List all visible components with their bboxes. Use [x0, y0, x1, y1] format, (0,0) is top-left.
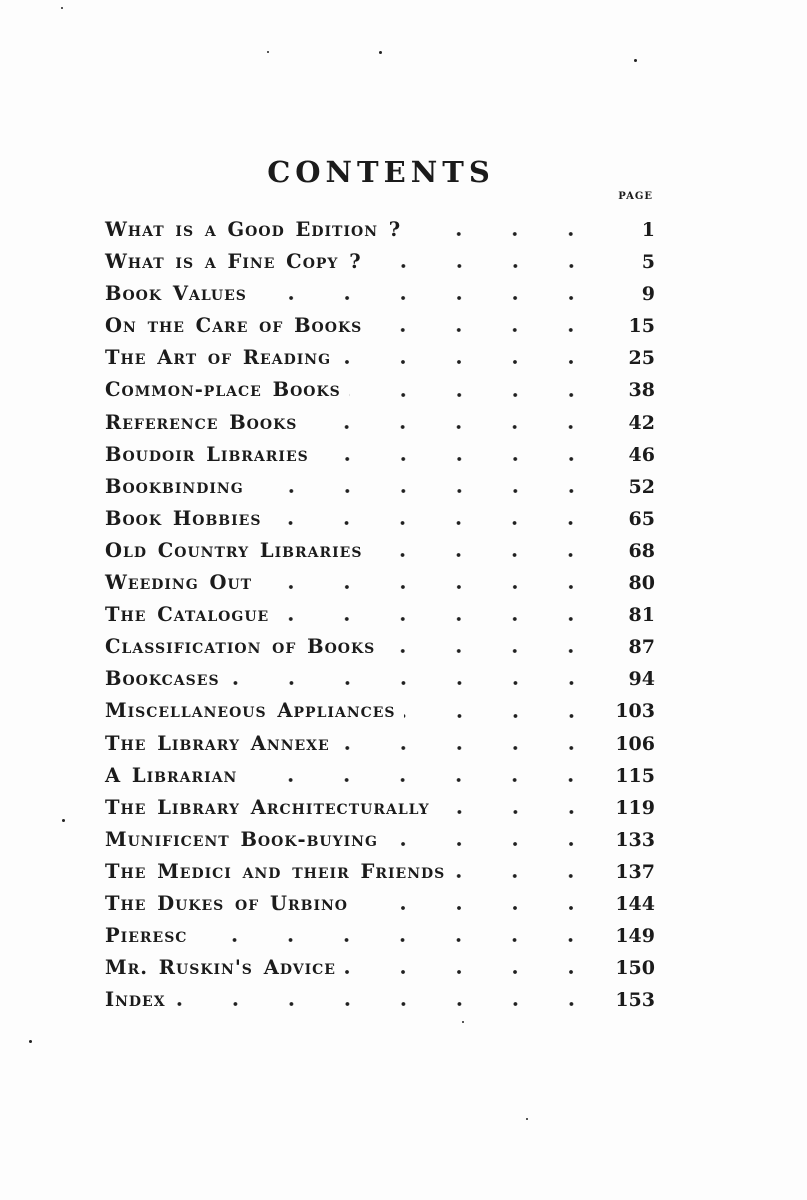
toc-entry-title: Reference Books	[105, 410, 298, 434]
toc-row	[105, 888, 657, 920]
toc-entry-title: A Librarian	[105, 763, 238, 787]
toc-entry-title: Index	[105, 988, 166, 1012]
toc-row	[105, 567, 657, 599]
dot-leader	[438, 792, 603, 824]
contents-block	[105, 152, 657, 1016]
toc-entry-title: What is a Fine Copy ?	[105, 250, 362, 274]
toc-entry-title: Miscellaneous Appliances	[105, 699, 396, 723]
toc-page-number: 103	[615, 700, 655, 723]
dot-leader	[339, 342, 603, 374]
scan-speck	[526, 1118, 528, 1120]
dot-leader	[305, 407, 603, 439]
scan-speck	[462, 1021, 464, 1023]
dot-leader	[404, 695, 603, 727]
toc-page-number: 25	[628, 347, 655, 370]
scan-speck	[267, 51, 269, 53]
toc-row	[105, 663, 657, 695]
toc-row	[105, 439, 657, 471]
toc-row	[105, 824, 657, 856]
toc-list	[105, 214, 657, 1016]
toc-row	[105, 214, 657, 246]
toc-row	[105, 278, 657, 310]
toc-row	[105, 342, 657, 374]
toc-page-number: 38	[628, 379, 655, 402]
toc-entry-title: Weeding Out	[105, 571, 253, 595]
toc-row	[105, 599, 657, 631]
page-column-label: PAGE	[618, 191, 653, 202]
dot-leader	[370, 310, 603, 342]
dot-leader	[383, 631, 603, 663]
toc-page-number: 65	[628, 507, 655, 530]
dot-leader	[252, 471, 603, 503]
scan-speck	[634, 59, 637, 62]
toc-entry-title: The Medici and their Friends	[105, 859, 446, 883]
dot-leader	[370, 246, 603, 278]
dot-leader	[356, 888, 603, 920]
dot-leader	[453, 856, 603, 888]
dot-leader	[349, 374, 603, 406]
toc-page-number: 144	[615, 892, 655, 915]
toc-page-number: 5	[641, 251, 655, 274]
toc-row	[105, 631, 657, 663]
toc-entry-title: Boudoir Libraries	[105, 442, 309, 466]
toc-page-number: 87	[628, 636, 655, 659]
toc-page-number: 81	[628, 604, 655, 627]
toc-entry-title: The Library Architecturally	[105, 795, 430, 819]
toc-entry-title: Bookcases	[105, 667, 220, 691]
toc-row	[105, 984, 657, 1016]
toc-entry-title: Classification of Books	[105, 635, 376, 659]
toc-row	[105, 952, 657, 984]
toc-entry-title: Old Country Libraries	[105, 538, 363, 562]
toc-row	[105, 856, 657, 888]
toc-entry-title: What is a Good Edition ?	[105, 218, 402, 241]
toc-page-number: 46	[628, 443, 655, 466]
toc-page-number: 94	[628, 668, 655, 691]
toc-row	[105, 407, 657, 439]
toc-row	[105, 695, 657, 727]
toc-page-number: 80	[628, 572, 655, 595]
dot-leader	[174, 984, 603, 1016]
toc-entry-title: The Dukes of Urbino	[105, 891, 348, 915]
toc-entry-title: The Art of Reading	[105, 346, 332, 370]
toc-row	[105, 503, 657, 535]
toc-row	[105, 374, 657, 406]
toc-row	[105, 920, 657, 952]
toc-entry-title: Book Values	[105, 282, 247, 306]
toc-page-number: 133	[615, 828, 655, 851]
dot-leader	[317, 439, 603, 471]
toc-entry-title: Munificent Book-buying	[105, 827, 378, 851]
toc-entry-title: The Library Annexe	[105, 731, 330, 755]
dot-leader	[228, 663, 603, 695]
toc-row	[105, 310, 657, 342]
toc-page-number: 42	[628, 411, 655, 434]
dot-leader	[260, 567, 603, 599]
toc-page-number: 153	[615, 989, 655, 1012]
toc-page-number: 115	[615, 764, 655, 787]
dot-leader	[370, 535, 603, 567]
toc-row	[105, 471, 657, 503]
page-title: CONTENTS	[267, 155, 495, 189]
scan-speck	[62, 819, 65, 822]
toc-row	[105, 728, 657, 760]
dot-leader	[409, 214, 603, 246]
toc-entry-title: The Catalogue	[105, 603, 270, 627]
dot-leader	[245, 760, 603, 792]
toc-page-number: 106	[615, 732, 655, 755]
toc-entry-title: Common-place Books	[105, 378, 341, 402]
dot-leader	[277, 599, 603, 631]
dot-leader	[255, 278, 603, 310]
toc-entry-title: Book Hobbies	[105, 506, 262, 530]
dot-leader	[269, 503, 603, 535]
toc-row	[105, 535, 657, 567]
toc-entry-title: Bookbinding	[105, 474, 244, 498]
toc-page-number: 52	[628, 475, 655, 498]
toc-page-number: 149	[615, 925, 655, 948]
toc-page-number: 68	[628, 539, 655, 562]
toc-row	[105, 792, 657, 824]
toc-row	[105, 760, 657, 792]
toc-page-number: 119	[615, 796, 655, 819]
scan-speck	[61, 7, 63, 9]
dot-leader	[386, 824, 603, 856]
toc-row	[105, 246, 657, 278]
toc-page-number: 150	[615, 957, 655, 980]
scan-speck	[379, 51, 382, 54]
dot-leader	[344, 952, 603, 984]
toc-page-number: 137	[615, 860, 655, 883]
dot-leader	[195, 920, 603, 952]
dot-leader	[338, 728, 603, 760]
toc-page-number: 9	[641, 283, 655, 306]
toc-entry-title: Pieresc	[105, 924, 188, 948]
toc-page-number: 15	[628, 315, 655, 338]
scan-speck	[29, 1040, 32, 1043]
toc-page-number: 1	[641, 219, 655, 241]
toc-entry-title: Mr. Ruskin's Advice	[105, 956, 336, 980]
toc-entry-title: On the Care of Books	[105, 314, 363, 338]
